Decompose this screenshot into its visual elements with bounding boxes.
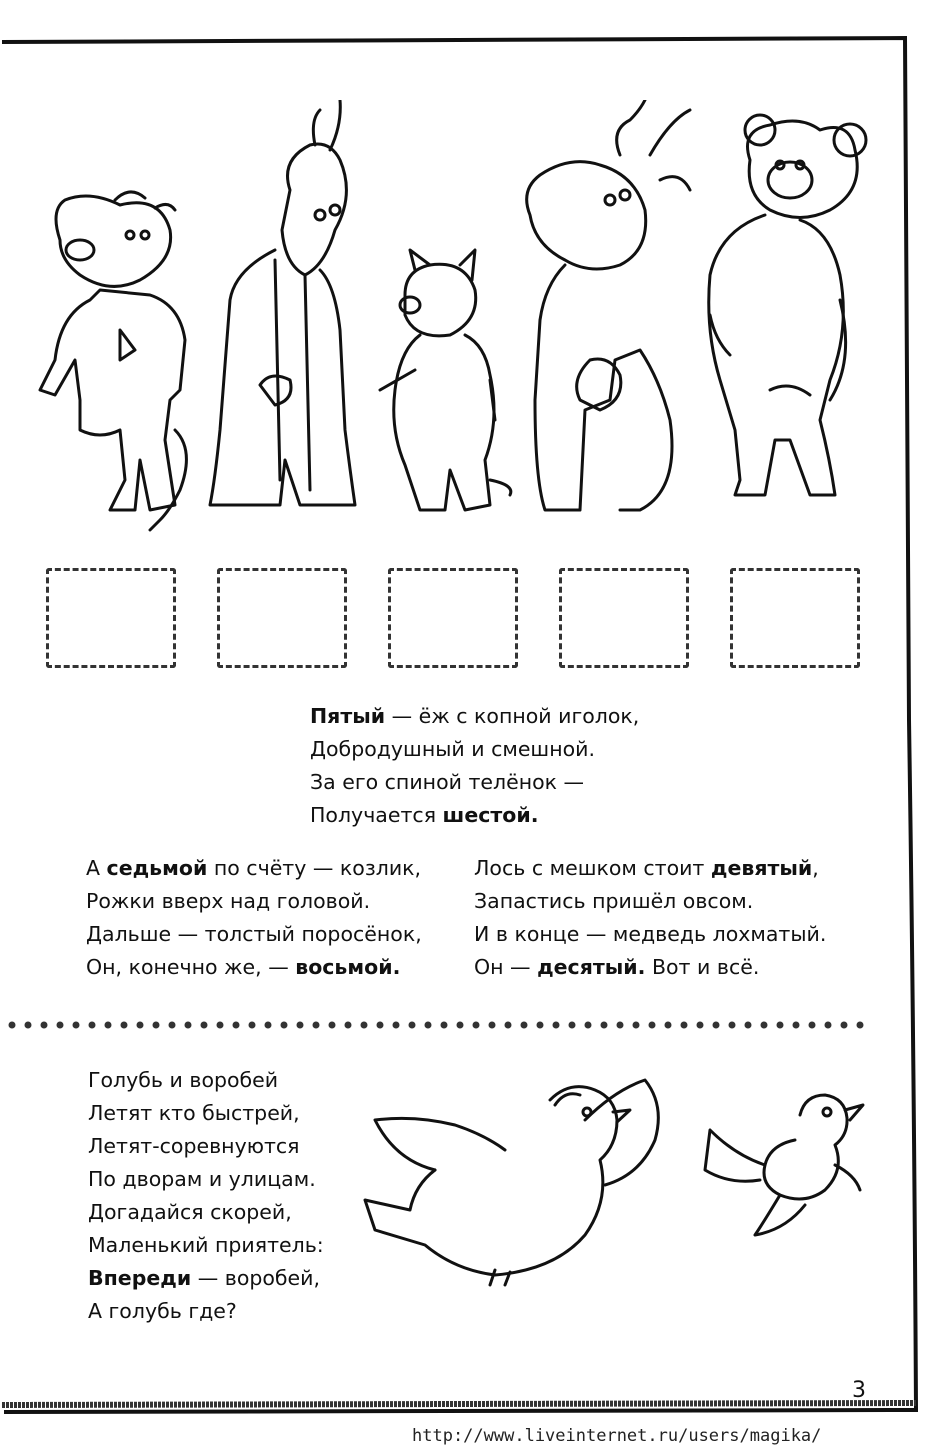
verse-seventh-eighth <box>86 852 422 984</box>
verse-ninth-tenth <box>474 852 826 984</box>
answer-box-1[interactable] <box>46 568 176 668</box>
verse-line <box>86 852 422 885</box>
verse-emphasis: Пятый <box>310 704 386 728</box>
verse-line <box>474 918 826 951</box>
verse-text: Добродушный и смешной. <box>310 737 595 761</box>
verse-line <box>474 951 826 984</box>
verse-text: А <box>86 856 107 880</box>
verse-line <box>310 766 639 799</box>
piglet-figure <box>380 250 511 510</box>
verse-line <box>310 799 639 832</box>
goat-figure <box>210 100 355 505</box>
verse-line <box>88 1097 324 1130</box>
verse-line <box>88 1196 324 1229</box>
bear-figure <box>709 115 866 495</box>
verse-emphasis: шестой. <box>442 803 539 827</box>
page-number: 3 <box>852 1378 866 1403</box>
verse-text: Голубь и воробей <box>88 1068 279 1092</box>
verse-text: Получается <box>310 803 443 827</box>
source-watermark: http://www.liveinternet.ru/users/magika/ <box>412 1426 822 1446</box>
answer-box-4[interactable] <box>559 568 689 668</box>
verse-emphasis: десятый. <box>537 955 646 979</box>
verse-text: Лось с мешком стоит <box>474 856 711 880</box>
calf-figure <box>40 192 186 530</box>
verse-line <box>88 1262 324 1295</box>
verse-text: Летят кто быстрей, <box>88 1101 300 1125</box>
moose-figure <box>527 100 690 510</box>
verse-line <box>86 918 422 951</box>
verse-line <box>310 700 639 733</box>
verse-text: А голубь где? <box>88 1299 237 1323</box>
verse-text: — воробей, <box>191 1266 321 1290</box>
verse-text: по счёту — козлик, <box>207 856 422 880</box>
verse-text: Запастись пришёл овсом. <box>474 889 754 913</box>
verse-line <box>88 1295 324 1328</box>
verse-text: — ёж с копной иголок, <box>385 704 640 728</box>
answer-box-2[interactable] <box>217 568 347 668</box>
verse-text: Он, конечно же, — <box>86 955 296 979</box>
verse-emphasis: девятый <box>710 856 813 880</box>
dove-and-sparrow-illustration <box>355 1060 875 1290</box>
answer-box-3[interactable] <box>388 568 518 668</box>
verse-text: Догадайся скорей, <box>88 1200 292 1224</box>
verse-line <box>310 733 639 766</box>
verse-line <box>88 1130 324 1163</box>
verse-text: И в конце — медведь лохматый. <box>474 922 827 946</box>
dove-figure <box>365 1080 658 1285</box>
verse-text: За его спиной телёнок — <box>310 770 585 794</box>
verse-emphasis: восьмой. <box>295 955 401 979</box>
verse-fifth-sixth <box>310 700 639 832</box>
verse-text: Летят-соревнуются <box>88 1134 300 1158</box>
verse-text: Рожки вверх над головой. <box>86 889 371 913</box>
sparrow-figure <box>705 1095 863 1235</box>
verse-text: , <box>812 856 819 880</box>
verse-text: Маленький приятель: <box>88 1233 324 1257</box>
verse-line <box>86 951 422 984</box>
verse-text: Вот и всё. <box>645 955 760 979</box>
verse-text: Дальше — толстый поросёнок, <box>86 922 422 946</box>
verse-line <box>86 885 422 918</box>
verse-line <box>88 1064 324 1097</box>
dotted-divider <box>8 1018 870 1032</box>
verse-text: По дворам и улицам. <box>88 1167 316 1191</box>
verse-line <box>474 885 826 918</box>
verse-line <box>88 1163 324 1196</box>
answer-box-5[interactable] <box>730 568 860 668</box>
verse-emphasis: Впереди <box>88 1266 192 1290</box>
verse-text: Он — <box>474 955 538 979</box>
verse-emphasis: седьмой <box>106 856 208 880</box>
verse-line <box>474 852 826 885</box>
riddle-dove-sparrow <box>88 1064 324 1328</box>
verse-line <box>88 1229 324 1262</box>
animal-lineup-illustration <box>20 100 870 540</box>
